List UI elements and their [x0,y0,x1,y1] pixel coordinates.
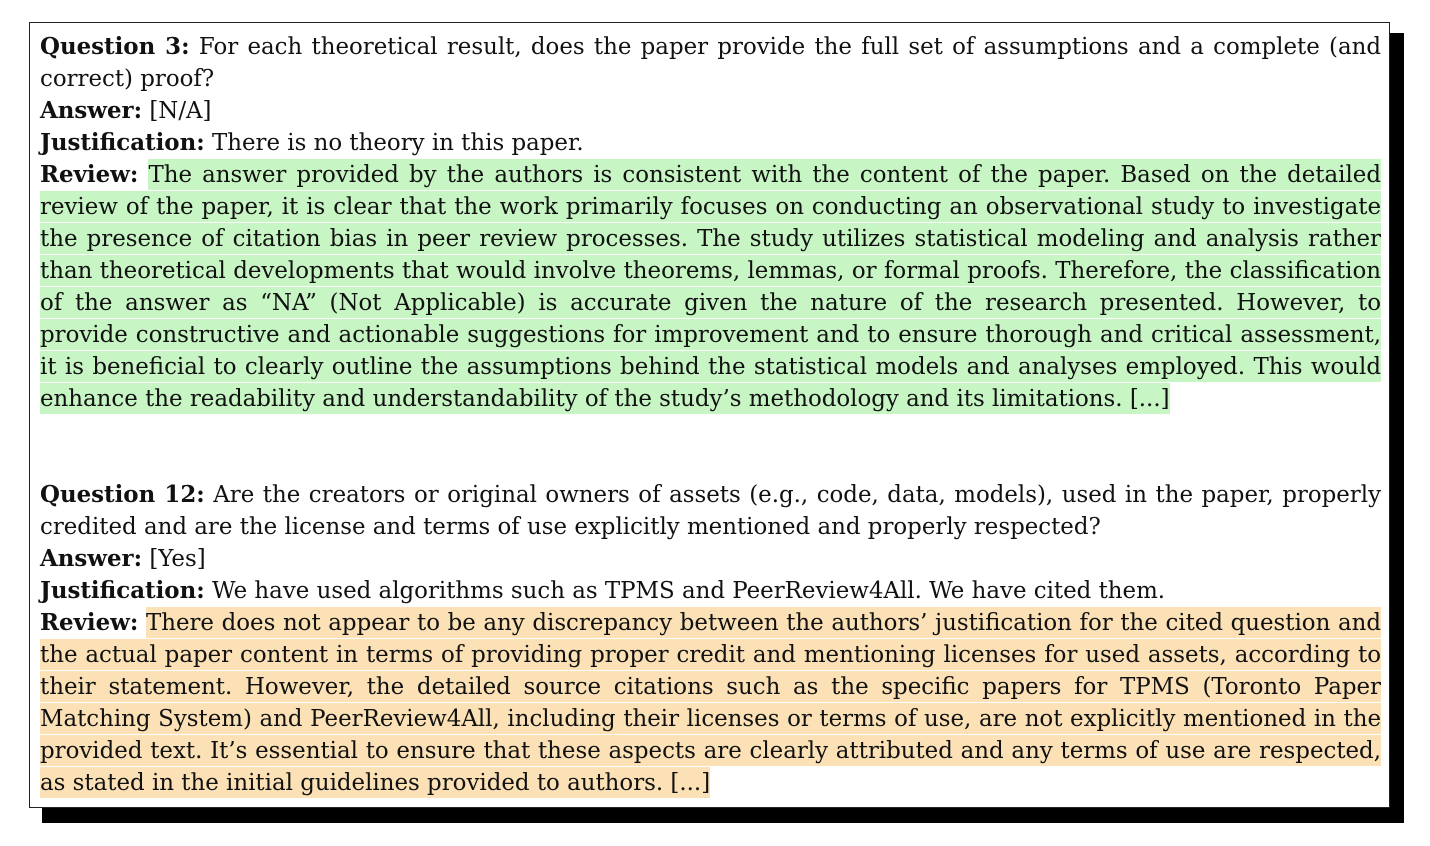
question-line [40,31,1381,95]
review-content [40,31,1381,799]
justification-text: There is no theory in this paper. [211,130,584,156]
question-label: Question 12: [40,481,205,508]
question-block-3 [40,31,1381,415]
answer-value: [Yes] [149,546,206,572]
question-text: Are the creators or original owners of assets (e.g., code, data, models), used in the paper, properly credited and are the license and terms of use explicitly mentioned and properly respected? [40,482,1381,540]
justification-label: Justification: [40,577,205,604]
review-label: Review: [40,161,139,188]
review-text-highlighted: There does not appear to be any discrepancy between the authors’ justification for the cited question and the actual paper content in terms of providing proper credit and mentioning licenses for used assets, according to their statement. However, the detailed source citations such as the specific papers for TPMS (Toronto Paper Matching System) and PeerReview4All, including their licenses or terms of use, are not explicitly mentioned in the provided text. It’s essential to ensure that these aspects are clearly attributed and any terms of use are respected, as stated in the initial guidelines provided to authors. [...] [40,607,1381,798]
justification-label: Justification: [40,129,205,156]
question-block-12 [40,479,1381,799]
answer-label: Answer: [40,545,143,572]
question-label: Question 3: [40,33,190,60]
answer-line [40,543,1381,575]
review-box [29,22,1390,808]
justification-line [40,127,1381,159]
answer-line [40,95,1381,127]
question-line [40,479,1381,543]
review-line [40,159,1381,415]
section-gap [40,415,1381,479]
justification-text: We have used algorithms such as TPMS and PeerReview4All. We have cited them. [211,578,1166,604]
answer-value: [N/A] [149,98,212,124]
justification-line [40,575,1381,607]
question-text: For each theoretical result, does the paper provide the full set of assumptions and a complete (and correct) proof? [40,34,1381,92]
review-line [40,607,1381,799]
review-text-highlighted: The answer provided by the authors is consistent with the content of the paper. Based on the detailed review of the paper, it is clear that the work primarily focuses on conducting an observational study to investigate the presence of citation bias in peer review processes. The study utilizes statistical modeling and analysis rather than theoretical developments that would involve theorems, lemmas, or formal proofs. Therefore, the classification of the answer as “NA” (Not Applicable) is accurate given the nature of the research presented. However, to provide constructive and actionable suggestions for improvement and to ensure thorough and critical assessment, it is beneficial to clearly outline the assumptions behind the statistical models and analyses employed. This would enhance the readability and understandability of the study’s methodology and its limitations. [...] [40,159,1381,414]
review-label: Review: [40,609,139,636]
answer-label: Answer: [40,97,143,124]
